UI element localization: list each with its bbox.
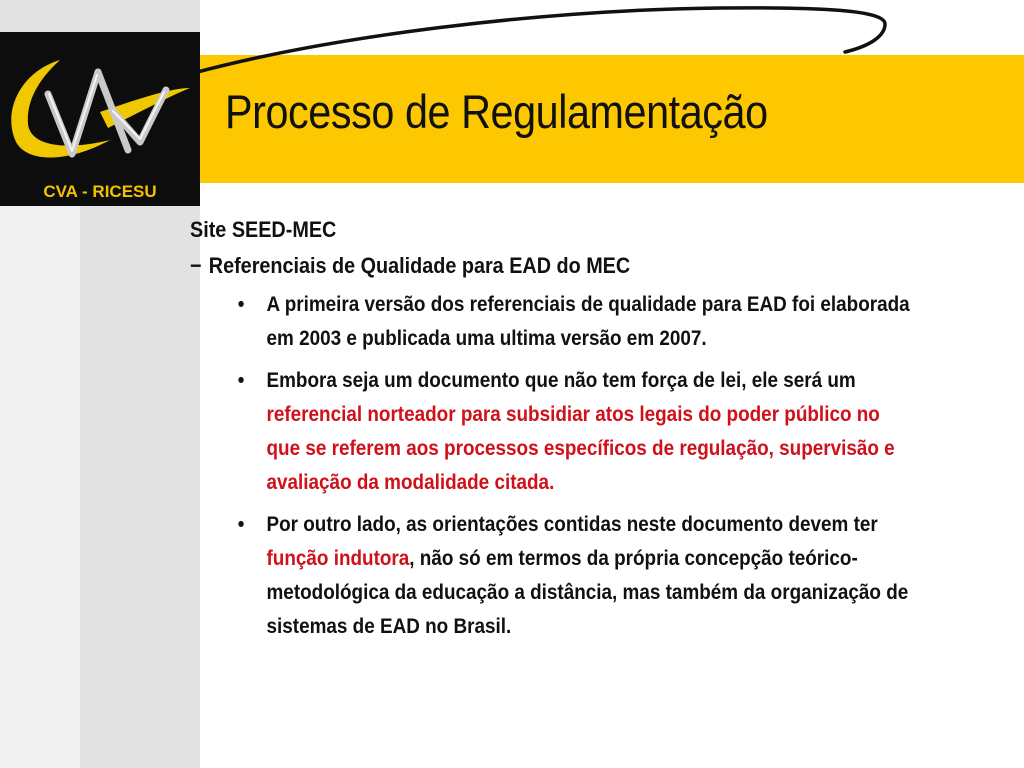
list-item xyxy=(238,364,910,500)
content-heading: Site SEED-MEC xyxy=(190,217,337,242)
slide-title: Processo de Regulamentação xyxy=(225,85,768,138)
subheading-text: Referenciais de Qualidade para EAD do MEC xyxy=(208,253,631,278)
dash-marker: − xyxy=(190,253,202,278)
logo-caption: CVA - RICESU xyxy=(43,182,157,201)
top-white-strip xyxy=(200,0,1024,55)
slide-content xyxy=(190,214,910,652)
content-subheading xyxy=(190,250,910,282)
bullet-list xyxy=(190,288,910,644)
logo xyxy=(0,32,200,206)
highlighted-text: função indutora xyxy=(266,547,410,570)
list-item xyxy=(238,508,910,644)
bullet-text: Por outro lado, as orientações contidas neste documento devem ter xyxy=(266,513,878,536)
bullet-marker: • xyxy=(237,293,245,316)
bullet-text: Embora seja um documento que não tem força de lei, ele será um xyxy=(266,369,856,392)
bullet-text: A primeira versão dos referenciais de qualidade para EAD foi elaborada em 2003 e publicada uma ultima versão em 2007. xyxy=(266,293,910,350)
highlighted-text: referencial norteador para subsidiar atos legais do poder público no que se referem aos processos específicos de regulação, supervisão e avaliação da modalidade citada. xyxy=(266,403,895,494)
bullet-marker: • xyxy=(237,513,245,536)
list-item xyxy=(238,288,910,356)
left-decorative-band-light xyxy=(0,205,80,768)
bullet-text-tail: , não só em termos da própria concepção teórico-metodológica da educação a distância, mas também da organização de sistemas de EAD no Brasil. xyxy=(266,547,909,638)
cva-logo-icon xyxy=(0,32,200,178)
bullet-marker: • xyxy=(237,369,245,392)
